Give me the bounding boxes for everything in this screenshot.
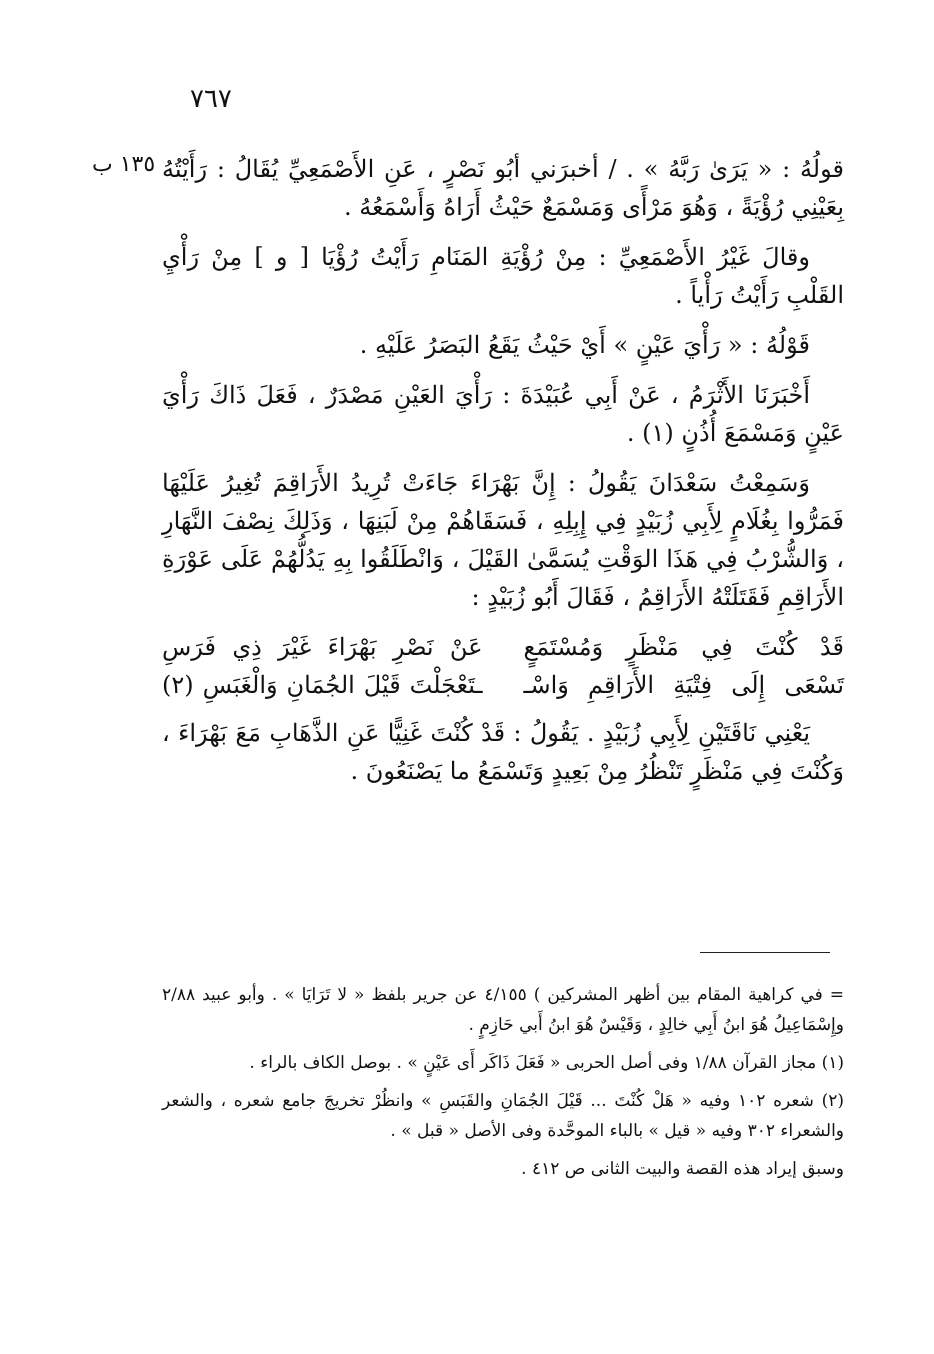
paragraph-2: وقالَ غَيْرُ الأَصْمَعِيِّ : مِنْ رُؤْيَةِ المَنَامِ رَأَيْتُ رُؤْيَا [ و ] مِنْ رَأْيِ القَلْبِ رَأَيْتُ رَأْياً . [162,243,844,309]
footnote-1: (١) مجاز القرآن ١/٨٨ وفى أصل الحربى « فَعَلَ ذَاكَر أَى عَيْنٍ » . بوصل الكاف بالراء . [249,1053,844,1073]
verse-1-second-hemistich: عَنْ نَصْرِ بَهْرَاءَ غَيْرَ ذِي فَرَسِ [162,633,483,661]
verse-line-1 [162,628,844,666]
paragraph-6: يَعْنِي نَاقَتَيْنِ لِأَبِي زُبَيْدٍ . يَقُولُ : قَدْ كُنْتَ غَنِيًّا عَنِ الذَّهَابِ مَعَ بَهْرَاءَ ، وَكُنْتَ فِي مَنْظَرٍ تَنْظُرُ مِنْ بَعِيدٍ وَتَسْمَعُ ما يَصْنَعُونَ . [162,719,844,785]
page-number: ٧٦٧ [190,84,232,114]
footnote-2-continued: وسبق إيراد هذه القصة والبيت الثانى ص ٤١٢ . [521,1159,844,1179]
verse-1-first-hemistich: قَدْ كُنْتَ فِي مَنْظَرٍ وَمُسْتَمَعٍ [523,633,844,661]
paragraph-3: قَوْلُهُ : « رَأْيَ عَيْنٍ » أَيْ حَيْثُ يَقَعُ البَصَرُ عَلَيْهِ . [359,331,810,359]
paragraph-5: وَسَمِعْتُ سَعْدَانَ يَقُولُ : إِنَّ بَهْرَاءَ جَاءَتْ تُرِيدُ الأَرَاقِمَ تُغِيرُ عَلَيْهَا فَمَرُّوا بِغُلَامٍ لِأَبِي زُبَيْدٍ فِي إِبِلِهِ ، فَسَقَاهُمْ مِنْ لَبَنِهَا ، وَذَلِكَ نِصْفَ النَّهَارِ ، وَالشُّرْبُ فِي هَذَا الوَقْتِ يُسَمَّىٰ القَيْلَ ، وَانْطَلَقُوا بِهِ يَدُلُّهُمْ عَلَى عَوْرَةِ الأَرَاقِمِ فَقَتَلَتْهُ الأَرَاقِمُ ، فَقَالَ أَبُو زُبَيْدٍ : [162,469,844,611]
margin-folio-note: ١٣٥ ب [92,152,156,177]
footnote-2: (٢) شعره ١٠٢ وفيه « هَلْ كُنْتَ ... قَيْلَ الجُمَانِ والقَبَسِ » وانظُرْ تخريجَ جامع شعره ، والشعر والشعراء ٣٠٢ وفيه « قيل » بالباء الموحَّدة وفى الأصل « قبل » . [162,1091,845,1141]
verse-line-2 [162,666,844,704]
main-text [162,150,844,802]
verse-2-first-hemistich: تَسْعَى إِلَى فِتْيَةِ الأَرَاقِمِ وَاسْـ [523,671,844,699]
poem [162,628,844,704]
verse-2-second-hemistich: ـتَعْجَلْتَ قَيْلَ الجُمَانِ وَالْغَبَسِ (٢) [162,671,483,699]
footnote-continued: = في كراهية المقام بين أظهر المشركين ) ٤/١٥٥ عن جرير بلفظ « لا تَرَايَا » . وأبو عبيد ٢/٨٨ وإِسْمَاعِيلُ هُوَ ابنُ أَبِي خالِدٍ ، وَقَيْسٌ هُوَ ابنُ أَبي حَازِمٍ . [162,985,844,1035]
paragraph-1: قولُهُ : « يَرَىٰ رَبَّهُ » . / أخبرَني أبُو نَصْرٍ ، عَنِ الأَصْمَعِيِّ يُقَالُ : رَأَيْتُهُ بِعَيْنِي رُؤْيَةً ، وَهُوَ مَرْأًى وَمَسْمَعٌ حَيْثُ أَرَاهُ وَأَسْمَعُهُ . [162,155,844,221]
footnote-divider [700,952,830,953]
footnotes [162,980,844,1192]
paragraph-4: أَخْبَرَنَا الأَثْرَمُ ، عَنْ أَبِي عُبَيْدَةَ : رَأْيَ العَيْنِ مَصْدَرٌ ، فَعَلَ ذَاكَ رَأْيَ عَيْنٍ وَمَسْمَعَ أُذُنٍ (١) . [162,381,844,447]
